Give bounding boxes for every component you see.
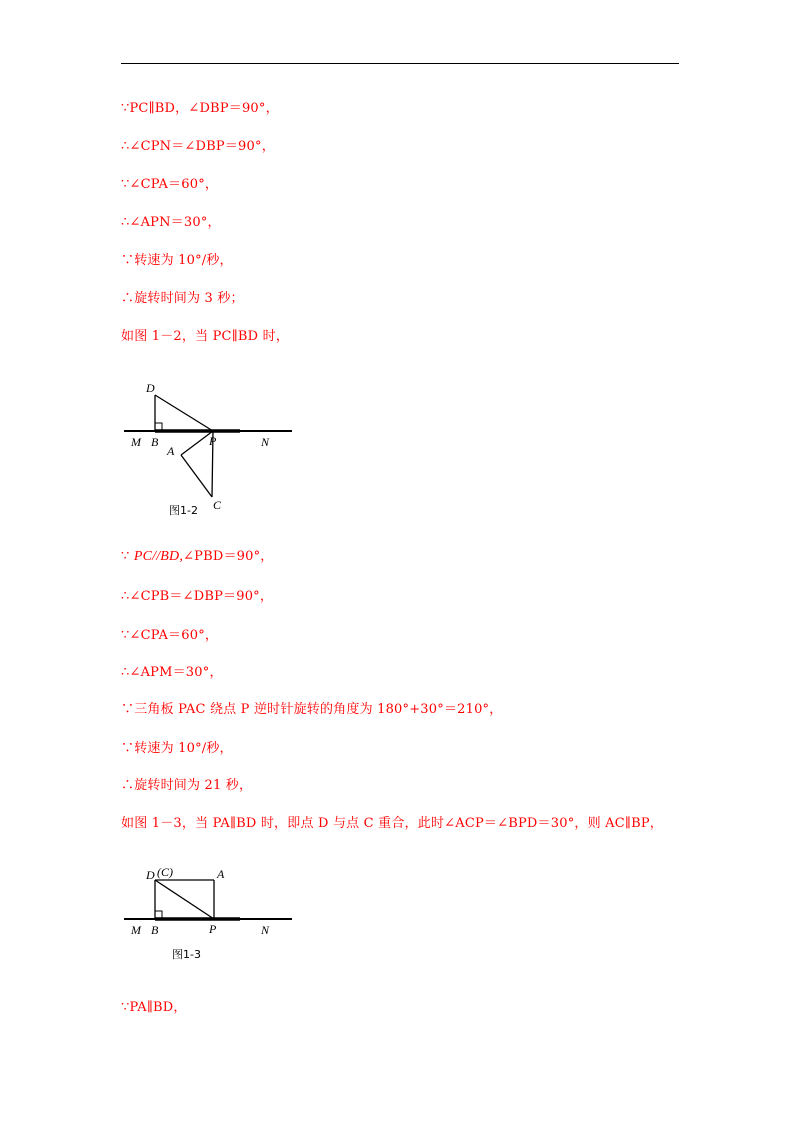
segment-ac: [181, 455, 212, 497]
label-n: N: [261, 435, 270, 449]
because-symbol: ∵: [121, 549, 134, 564]
label-d: D: [146, 381, 155, 395]
label-a: A: [167, 444, 175, 458]
text-line: 如图 1－3，当 PA∥BD 时，即点 D 与点 C 重合，此时∠ACP＝∠BPD＝30°，则 AC∥BP，: [121, 816, 663, 831]
segment-dp: [155, 395, 213, 431]
header-rule: [121, 63, 679, 64]
figure-1-2: [115, 372, 305, 522]
label-d: D: [146, 868, 155, 882]
label-b: B: [151, 435, 159, 449]
text-line: ∵PC∥BD，∠DBP＝90°，: [121, 101, 279, 116]
text-line: ∵转速为 10°/秒，: [121, 741, 233, 756]
figure-1-3: [115, 860, 305, 970]
italic-condition: PC//BD,: [133, 549, 184, 564]
text-line: ∴∠APM＝30°，: [121, 665, 223, 680]
label-m: M: [131, 923, 141, 937]
segment-dp: [155, 880, 214, 919]
text-line: ∴旋转时间为 3 秒；: [121, 291, 244, 306]
text-line: ∴∠CPB＝∠DBP＝90°，: [121, 589, 274, 604]
figure-caption: 图1-2: [169, 504, 198, 517]
text-line: ∵转速为 10°/秒，: [121, 253, 233, 268]
text-line: ∴旋转时间为 21 秒，: [121, 778, 253, 793]
text-line: 如图 1－2，当 PC∥BD 时，: [121, 329, 290, 344]
label-b: B: [151, 923, 159, 937]
text-line: ∵PA∥BD，: [121, 1000, 187, 1015]
text-line: [121, 545, 274, 565]
angle-condition: ∠PBD＝90°，: [183, 549, 274, 564]
label-n: N: [261, 923, 270, 937]
figure-caption: 图1-3: [172, 948, 201, 961]
label-c: C: [213, 498, 222, 512]
label-p: P: [209, 922, 217, 936]
text-line: ∵∠CPA＝60°，: [121, 628, 219, 643]
text-line: ∵三角板 PAC 绕点 P 逆时针旋转的角度为 180°+30°＝210°，: [121, 702, 503, 717]
text-line: ∴∠APN＝30°，: [121, 215, 221, 230]
text-line: ∴∠CPN＝∠DBP＝90°，: [121, 139, 275, 154]
label-p: P: [209, 434, 217, 448]
label-m: M: [131, 435, 141, 449]
label-c: (C): [157, 865, 173, 879]
text-line: ∵∠CPA＝60°，: [121, 177, 219, 192]
label-a: A: [217, 867, 225, 881]
